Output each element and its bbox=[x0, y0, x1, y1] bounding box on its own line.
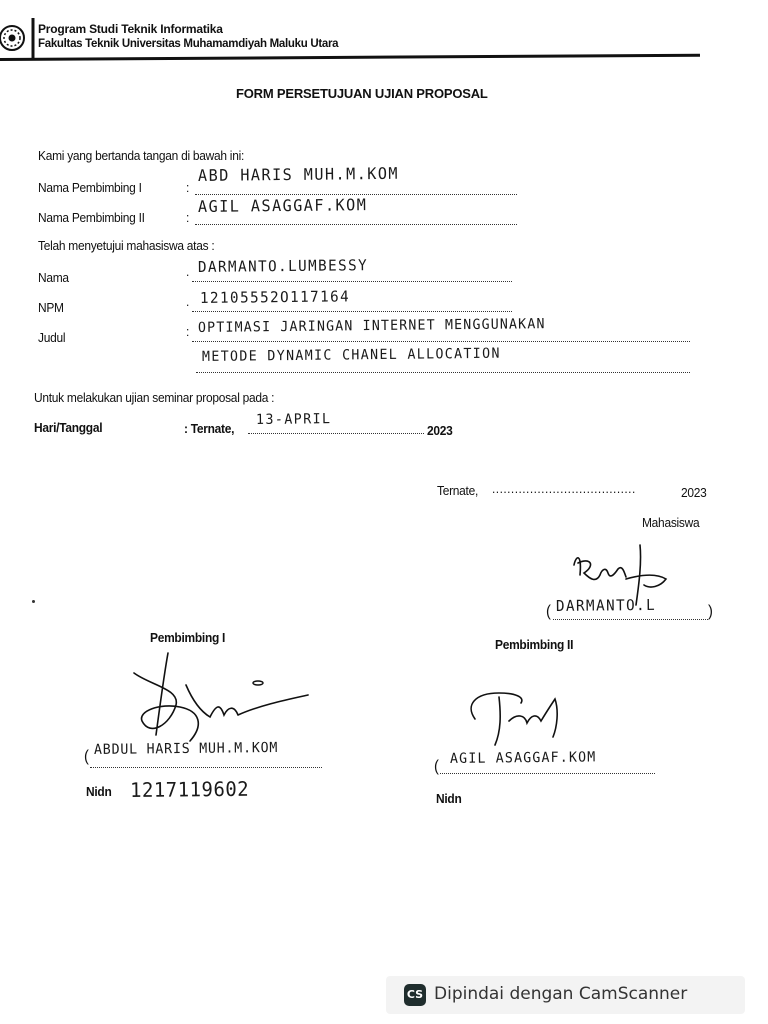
npm-value: 12105552O117164 bbox=[199, 287, 351, 307]
hari-prefix: : Ternate, bbox=[184, 421, 235, 436]
npm-label: NPM bbox=[38, 300, 64, 315]
pembimbing1-sign-label: Pembimbing I bbox=[150, 630, 226, 645]
camscanner-logo-icon: CS bbox=[404, 984, 426, 1006]
faculty-name: Fakultas Teknik Universitas Muhamamdiyah Maluku Utara bbox=[38, 38, 339, 50]
pembimbing1-label: Nama Pembimbing I bbox=[38, 180, 142, 195]
nama-dotted-line bbox=[192, 281, 512, 282]
pembimbing2-dotted-line bbox=[195, 224, 517, 225]
mahasiswa-dotted-line bbox=[553, 619, 708, 620]
logo-seal-icon bbox=[0, 14, 36, 58]
hari-year: 2023 bbox=[427, 423, 453, 438]
place-year: 2023 bbox=[681, 485, 707, 500]
ujian-text: Untuk melakukan ujian seminar proposal pada : bbox=[34, 390, 275, 405]
pembimbing2-nidn-label: Nidn bbox=[436, 791, 462, 806]
nama-dot: . bbox=[186, 264, 190, 279]
judul-label: Judul bbox=[38, 330, 66, 345]
camscanner-text: Dipindai dengan CamScanner bbox=[434, 984, 688, 1004]
pembimbing2-sign-label: Pembimbing II bbox=[495, 637, 574, 652]
pembimbing1-nidn-value: 1217119602 bbox=[129, 776, 250, 802]
pembimbing1-paren-open: ( bbox=[84, 748, 89, 765]
camscanner-watermark bbox=[386, 976, 745, 1014]
judul-value-2: METODE DYNAMIC CHANEL ALLOCATION bbox=[201, 345, 501, 365]
nama-value: DARMANTO.LUMBESSY bbox=[197, 256, 369, 276]
stray-mark bbox=[32, 600, 35, 603]
mahasiswa-label: Mahasiswa bbox=[642, 515, 700, 530]
pembimbing2-label: Nama Pembimbing II bbox=[38, 210, 145, 225]
pembimbing1-colon: : bbox=[186, 180, 190, 195]
judul-dotted-line-2 bbox=[196, 372, 690, 373]
mahasiswa-name: DARMANTO.L bbox=[555, 595, 657, 615]
pembimbing1-name: ABDUL HARIS MUH.M.KOM bbox=[93, 739, 279, 758]
npm-dot: . bbox=[186, 294, 190, 309]
form-title: FORM PERSETUJUAN UJIAN PROPOSAL bbox=[236, 86, 488, 101]
pembimbing2-paren-open: ( bbox=[434, 758, 439, 775]
pembimbing1-sign-dotted-line bbox=[90, 767, 322, 768]
pembimbing2-value: AGIL ASAGGAF.KOM bbox=[197, 195, 368, 216]
pembimbing2-signature bbox=[455, 675, 595, 755]
hari-dotted-line bbox=[248, 433, 424, 434]
pembimbing1-value: ABD HARIS MUH.M.KOM bbox=[197, 163, 400, 185]
judul-value-1: OPTIMASI JARINGAN INTERNET MENGGUNAKAN bbox=[197, 316, 546, 336]
judul-colon: : bbox=[186, 324, 190, 339]
judul-dotted-line-1 bbox=[192, 341, 690, 342]
place-label: Ternate, bbox=[437, 483, 479, 498]
program-name: Program Studi Teknik Informatika bbox=[38, 22, 223, 36]
hari-value: 13-APRIL bbox=[255, 411, 332, 428]
university-logo bbox=[0, 14, 36, 58]
mahasiswa-paren-open: ( bbox=[546, 603, 551, 620]
mahasiswa-paren-close: ) bbox=[708, 603, 713, 620]
pembimbing2-sign-dotted-line bbox=[440, 773, 655, 774]
pembimbing1-nidn-label: Nidn bbox=[86, 784, 112, 799]
approve-text: Telah menyetujui mahasiswa atas : bbox=[38, 238, 215, 253]
hari-label: Hari/Tanggal bbox=[34, 420, 103, 435]
pembimbing2-name: AGIL ASAGGAF.KOM bbox=[449, 749, 597, 767]
pembimbing2-colon: : bbox=[186, 210, 190, 225]
nama-label: Nama bbox=[38, 270, 69, 285]
intro-text: Kami yang bertanda tangan di bawah ini: bbox=[38, 148, 245, 163]
place-dots: ...................................... bbox=[492, 481, 636, 496]
header-rule bbox=[0, 54, 700, 61]
npm-dotted-line bbox=[192, 311, 512, 312]
